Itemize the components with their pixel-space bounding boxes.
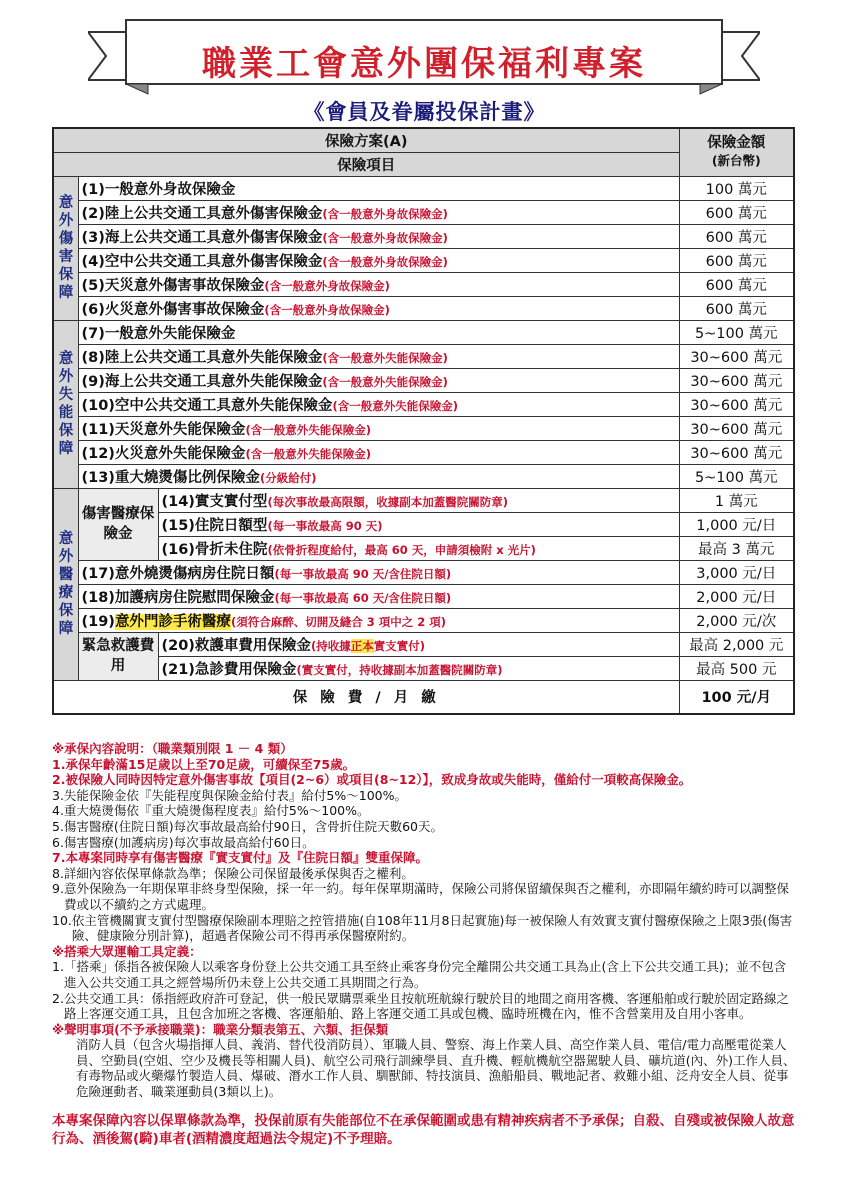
category-accident-death: 意外傷害保障 — [53, 176, 78, 320]
benefit-item: (3)海上公共交通工具意外傷害保險金(含一般意外身故保險金) — [78, 224, 679, 248]
note-item: 4.重大燒燙傷依『重大燒燙傷程度表』給付5%～100%。 — [52, 803, 370, 819]
table-row — [53, 248, 794, 272]
note-item: 10. 依主管機關實支實付型醫療保險副本理賠之控管措施(自108年11月8日起實施)每一被保險人有效實支實付醫療保險之上限3張(傷害險、健康險分別計算)，超過者保險公司不得再承保醫療附約。 — [52, 912, 793, 944]
subcategory-emergency: 緊急救護費用 — [78, 632, 158, 680]
table-row — [53, 536, 794, 560]
benefit-item: (2)陸上公共交通工具意外傷害保險金(含一般意外身故保險金) — [78, 200, 679, 224]
table-row — [53, 584, 794, 608]
benefit-item: (4)空中公共交通工具意外傷害保險金(含一般意外身故保險金) — [78, 248, 679, 272]
premium-row — [53, 680, 794, 714]
table-row — [53, 560, 794, 584]
note-item: 3.失能保險金依『失能程度與保險金給付表』給付5%～100%。 — [52, 787, 407, 803]
benefit-amount: 100 萬元 — [679, 176, 794, 200]
benefit-amount: 3,000 元/日 — [679, 560, 794, 584]
table-row — [53, 176, 794, 200]
benefit-amount: 5~100 萬元 — [679, 320, 794, 344]
disclaimer: 本專案保障內容以保單條款為準，投保前原有失能部位不在承保範圍或患有精神疾病者不予承保；自殺、自殘或被保險人故意行為、酒後駕(騎)車者(酒精濃度超過法令規定)不予理賠。 — [52, 1112, 795, 1147]
benefit-item: (5)天災意外傷害事故保險金(含一般意外身故保險金) — [78, 272, 679, 296]
benefit-amount: 30~600 萬元 — [679, 392, 794, 416]
note-item: 2.被保險人同時因特定意外傷害事故【項目(2~6）或項目(8~12）】，致成身故或失能時，僅給付一項較高保險金。 — [52, 772, 692, 788]
benefit-amount: 1 萬元 — [679, 488, 794, 512]
table-row — [53, 464, 794, 488]
highlighted-text: 正本 — [350, 638, 374, 653]
benefit-amount: 600 萬元 — [679, 248, 794, 272]
benefit-amount: 30~600 萬元 — [679, 368, 794, 392]
excluded-occupations: 消防人員（包含火場指揮人員、義消、替代役消防員）、軍職人員、警察、海上作業人員、高空作業人員、電信/電力高壓電從業人員、空勤員(空姐、空少及機長等相關人員)、航空公司飛行訓練學員、直升機、輕航機航空器駕駛人員、礦坑道(內、外)工作人員、有毒物品或火藥爆竹製造人員、爆破、潛水工作人員、馴獸師、特技演員、漁船船員、戰地記者、救難小組、泛舟安全人員、從事危險運動者、職業運動員(3類以上)。 — [76, 1037, 796, 1100]
table-row — [53, 632, 794, 656]
note-item: 8.詳細內容依保單條款為準；保險公司保留最後承保與否之權利。 — [52, 865, 414, 881]
notes-heading-exclusions: ※聲明事項(不予承接職業)：職業分類表第五、六類、拒保類 — [52, 1021, 389, 1037]
table-row — [53, 440, 794, 464]
benefit-amount: 2,000 元/日 — [679, 584, 794, 608]
benefit-item: (20)救護車費用保險金(持收據正本實支實付) — [158, 632, 679, 656]
table-row — [53, 392, 794, 416]
highlighted-text: 意外門診手術醫療 — [114, 613, 231, 630]
benefit-item: (6)火災意外傷害事故保險金(含一般意外身故保險金) — [78, 296, 679, 320]
benefit-amount: 5~100 萬元 — [679, 464, 794, 488]
benefit-item: (1)一般意外身故保險金 — [78, 176, 679, 200]
table-row — [53, 320, 794, 344]
premium-label: 保 險 費 / 月 繳 — [53, 680, 679, 714]
header-plan: 保險方案(A) — [53, 128, 679, 152]
table-row — [53, 488, 794, 512]
benefit-item: (8)陸上公共交通工具意外失能保險金(含一般意外失能保險金) — [78, 344, 679, 368]
premium-amount: 100 元/月 — [679, 680, 794, 714]
note-item: 2. 公共交通工具：係指經政府許可登記，供一般民眾購票乘坐且按航班航線行駛於目的地間之商用客機、客運船舶或行駛於固定路線之路上客運交通工具，且包含加班之客機、客運船舶、路上客運交通工具或包機、臨時班機在內，惟不含營業用及自用小客車。 — [52, 990, 789, 1022]
header-amount — [679, 128, 794, 176]
benefit-item: (9)海上公共交通工具意外失能保險金(含一般意外失能保險金) — [78, 368, 679, 392]
benefit-amount: 30~600 萬元 — [679, 416, 794, 440]
note-item: 6.傷害醫療(加護病房)每次事故最高給付60日。 — [52, 834, 315, 850]
notes-heading-transport: ※搭乘大眾運輸工具定義： — [52, 943, 202, 959]
benefit-item: (18)加護病房住院慰問保險金(每一事故最高 60 天/含住院日額) — [78, 584, 679, 608]
benefit-item: (14)實支實付型(每次事故最高限額，收據副本加蓋醫院關防章) — [158, 488, 679, 512]
table-row — [53, 656, 794, 680]
page-subtitle: 《會員及眷屬投保計畫》 — [303, 100, 546, 124]
category-accident-disability: 意外失能保障 — [53, 320, 78, 488]
benefit-amount: 30~600 萬元 — [679, 440, 794, 464]
benefit-item: (13)重大燒燙傷比例保險金(分級給付) — [78, 464, 679, 488]
header-items: 保險項目 — [53, 152, 679, 176]
benefit-amount: 600 萬元 — [679, 224, 794, 248]
benefit-item: (16)骨折未住院(依骨折程度給付，最高 60 天，申請須檢附 x 光片) — [158, 536, 679, 560]
benefit-amount: 30~600 萬元 — [679, 344, 794, 368]
benefit-item: (7)一般意外失能保險金 — [78, 320, 679, 344]
benefit-item: (11)天災意外失能保險金(含一般意外失能保險金) — [78, 416, 679, 440]
benefit-item: (12)火災意外失能保險金(含一般意外失能保險金) — [78, 440, 679, 464]
benefit-amount: 600 萬元 — [679, 272, 794, 296]
table-row — [53, 344, 794, 368]
table-row — [53, 368, 794, 392]
benefit-amount: 600 萬元 — [679, 296, 794, 320]
benefit-item: (17)意外燒燙傷病房住院日額(每一事故最高 90 天/含住院日額) — [78, 560, 679, 584]
category-accident-medical: 意外醫療保障 — [53, 488, 78, 680]
benefit-amount: 最高 2,000 元 — [679, 632, 794, 656]
table-row — [53, 512, 794, 536]
header-amount-label: 保險金額 — [707, 135, 766, 152]
table-row — [53, 224, 794, 248]
table-row — [53, 608, 794, 632]
benefit-amount: 1,000 元/日 — [679, 512, 794, 536]
page-title: 職業工會意外團保福利專案 — [202, 44, 646, 84]
note-item: 1. 「搭乘」係指各被保險人以乘客身份登上公共交通工具至終止乘客身份完全離開公共交通工具為止(含上下公共交通工具)；並不包含進入公共交通工具之經營場所仍未登上公共交通工具期間之行為。 — [52, 959, 787, 990]
benefit-item: (21)急診費用保險金(實支實付，持收據副本加蓋醫院關防章) — [158, 656, 679, 680]
benefit-amount: 600 萬元 — [679, 200, 794, 224]
benefits-table — [52, 127, 795, 715]
benefit-item: (19)意外門診手術醫療(須符合麻醉、切開及縫合 3 項中之 2 項) — [78, 608, 679, 632]
header-currency: (新台幣) — [711, 153, 761, 169]
table-row — [53, 416, 794, 440]
table-header-row — [53, 128, 794, 152]
subcategory-injury-medical: 傷害醫療保險金 — [78, 488, 158, 560]
note-item: 7.本專案同時享有傷害醫療『實支實付』及『住院日額』雙重保障。 — [52, 850, 428, 866]
benefit-amount: 2,000 元/次 — [679, 608, 794, 632]
table-row — [53, 200, 794, 224]
note-item: 5.傷害醫療(住院日額)每次事故最高給付90日，含骨折住院天數60天。 — [52, 818, 443, 834]
terms-notes — [52, 741, 797, 1148]
table-row — [53, 272, 794, 296]
notes-heading-coverage: ※承保內容說明：（職業類別限 1 － 4 類） — [52, 741, 293, 756]
note-item: 9. 意外保險為一年期保單非終身型保險，採一年一約。每年保單期滿時，保險公司將保留續保與否之權利，亦即隔年續約時可以調整保費或以不續約之方式處理。 — [52, 881, 789, 912]
benefit-item: (10)空中公共交通工具意外失能保險金(含一般意外失能保險金) — [78, 392, 679, 416]
table-row — [53, 296, 794, 320]
title-banner — [88, 18, 760, 96]
benefit-amount: 最高 500 元 — [679, 656, 794, 680]
benefit-amount: 最高 3 萬元 — [679, 536, 794, 560]
note-item: 1.承保年齡滿15足歲以上至70足歲，可續保至75歲。 — [52, 756, 356, 772]
benefit-item: (15)住院日額型(每一事故最高 90 天) — [158, 512, 679, 536]
